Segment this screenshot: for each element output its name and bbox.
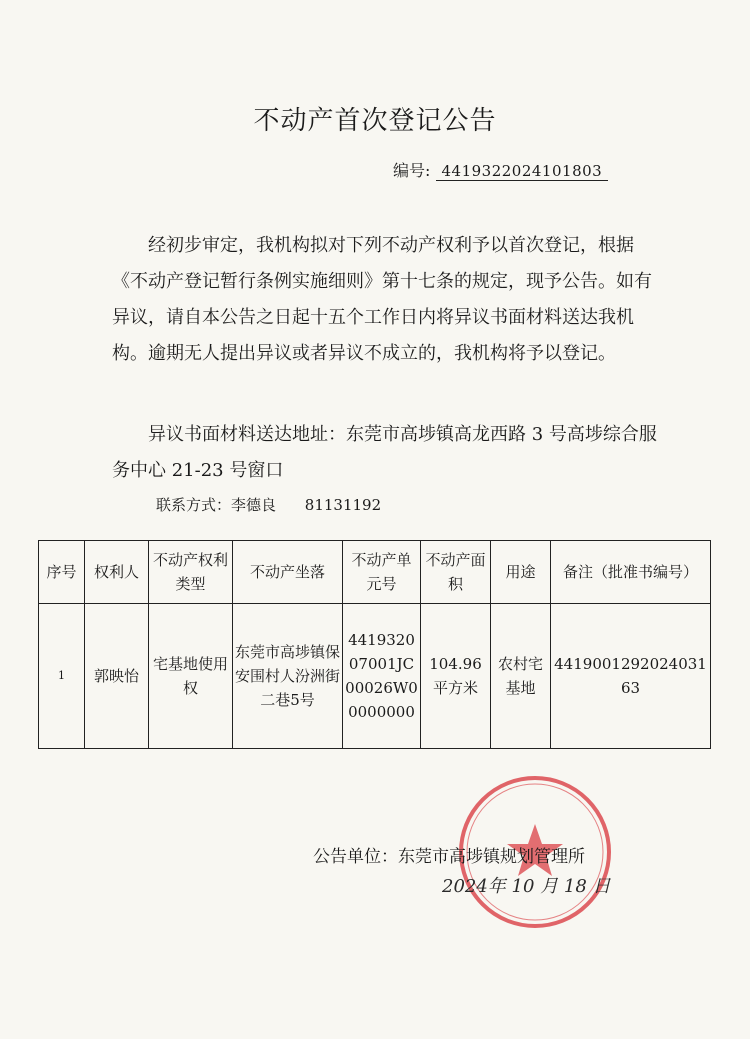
contact-label: 联系方式：李德良 bbox=[156, 496, 277, 514]
header-unit-no: 不动产单元号 bbox=[343, 541, 421, 604]
table-row bbox=[39, 604, 711, 749]
announcement-paragraph: 经初步审定，我机构拟对下列不动产权利予以首次登记，根据《不动产登记暂行条例实施细则》第十七条的规定，现予公告。如有异议，请自本公告之日起十五个工作日内将异议书面材料送达我机构。逾期无人提出异议或者异议不成立的，我机构将予以登记。 bbox=[112, 235, 652, 364]
page-title: 不动产首次登记公告 bbox=[253, 106, 497, 136]
cell-right-type: 宅基地使用权 bbox=[149, 604, 233, 749]
serial-number: 4419322024101803 bbox=[436, 162, 609, 181]
cell-seq: 1 bbox=[39, 604, 85, 749]
property-table bbox=[38, 540, 711, 749]
cell-unit-no: 441932007001JC00026W00000000 bbox=[343, 604, 421, 749]
contact-phone: 81131192 bbox=[304, 496, 382, 514]
cell-usage: 农村宅基地 bbox=[491, 604, 551, 749]
header-location: 不动产坐落 bbox=[233, 541, 343, 604]
contact-line bbox=[156, 494, 381, 515]
header-owner: 权利人 bbox=[85, 541, 149, 604]
header-right-type: 不动产权利类型 bbox=[149, 541, 233, 604]
announcing-unit: 公告单位：东莞市高埗镇规划管理所 bbox=[313, 847, 585, 867]
objection-address-paragraph: 异议书面材料送达地址：东莞市高埗镇高龙西路 3 号高埗综合服务中心 21-23 号窗口 bbox=[112, 424, 657, 481]
cell-remark: 441900129202403163 bbox=[551, 604, 711, 749]
cell-owner: 郭映怡 bbox=[85, 604, 149, 749]
header-remark: 备注（批准书编号） bbox=[551, 541, 711, 604]
header-usage: 用途 bbox=[491, 541, 551, 604]
serial-number-line bbox=[393, 158, 608, 181]
cell-location: 东莞市高埗镇保安围村人汾洲街二巷5号 bbox=[233, 604, 343, 749]
announcement-date: 2024年 10 月 18 日 bbox=[442, 876, 611, 897]
header-seq: 序号 bbox=[39, 541, 85, 604]
serial-label: 编号: bbox=[393, 161, 431, 180]
table-header-row bbox=[39, 541, 711, 604]
header-area: 不动产面积 bbox=[421, 541, 491, 604]
cell-area: 104.96平方米 bbox=[421, 604, 491, 749]
